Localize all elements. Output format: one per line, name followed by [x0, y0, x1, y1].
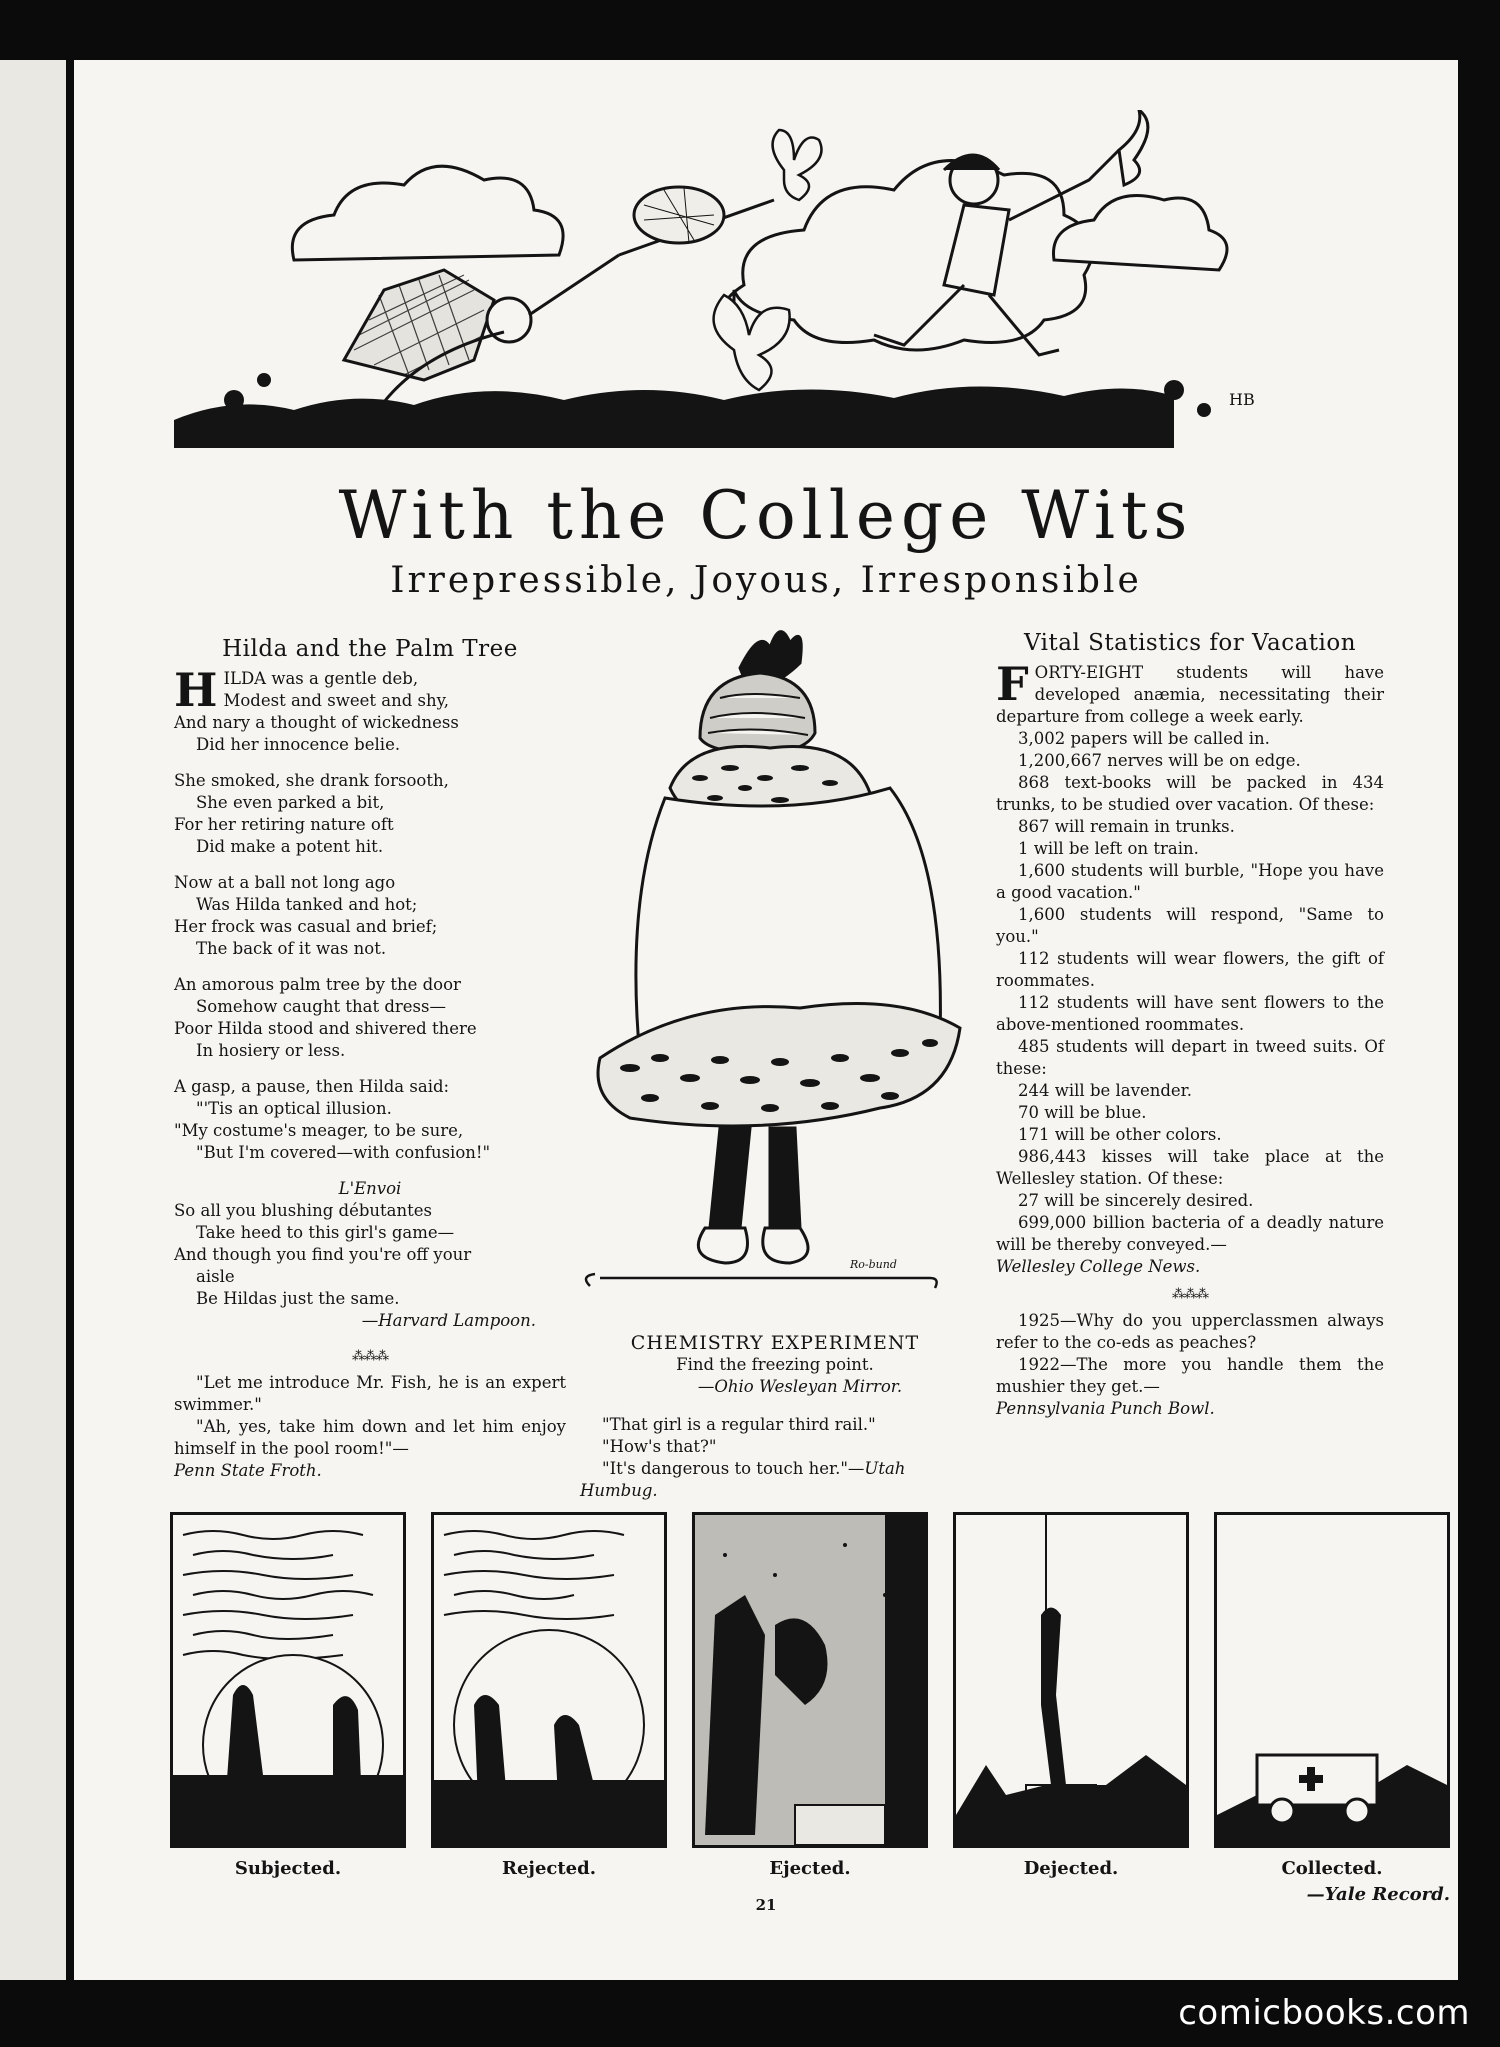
joke-credit: Pennsylvania Punch Bowl.: [996, 1399, 1215, 1418]
artist-signature: Ro-bund: [850, 1258, 897, 1271]
poem-stanza-5: [174, 1076, 566, 1164]
statistic-line: 244 will be lavender.: [1018, 1081, 1192, 1100]
statistic-line: 1,600 students will burble, "Hope you have a good vacation.": [996, 861, 1384, 902]
statistic-line: 699,000 billion bacteria of a deadly nature will be thereby conveyed.—: [996, 1213, 1384, 1254]
poem-heading: Hilda and the Palm Tree: [222, 636, 518, 662]
joke-paragraph: "Ah, yes, take him down and let him enjoy himself in the pool room!"—: [174, 1417, 566, 1458]
poem-line: Modest and sweet and shy,: [223, 691, 449, 710]
joke-paragraph: "Let me introduce Mr. Fish, he is an expert swimmer.": [174, 1373, 566, 1414]
poem-line: Did her innocence belie.: [196, 735, 401, 754]
banner-illustration: [174, 110, 1274, 470]
statistic-line: 112 students will wear flowers, the gift of roommates.: [996, 949, 1384, 990]
statistics-text: ORTY-EIGHT students will have developed anæmia, necessitating their departure from college a week early.: [996, 663, 1384, 726]
statistics-first-paragraph: [996, 657, 1384, 728]
panel-art: [434, 1515, 664, 1845]
joke-paragraph: "How's that?": [602, 1437, 717, 1456]
poem-stanza-2: [174, 770, 566, 858]
panel-art: [695, 1515, 925, 1845]
joke-paragraph: 1922—The more you handle them the mushier they get.—: [996, 1355, 1384, 1396]
panel-caption: Dejected.: [1023, 1858, 1119, 1879]
statistic-line: 986,443 kisses will take place at the Wellesley station. Of these:: [996, 1147, 1384, 1188]
poem-line: "My costume's meager, to be sure,: [174, 1121, 464, 1140]
illustration-caption-credit: —Ohio Wesleyan Mirror.: [697, 1377, 903, 1396]
joke-paragraph: 1925—Why do you upperclassmen always refer to the co-eds as peaches?: [996, 1311, 1384, 1352]
page-subtitle: Irrepressible, Joyous, Irresponsible: [390, 560, 1142, 601]
panel-art: [956, 1515, 1186, 1845]
poem-line: Poor Hilda stood and shivered there: [174, 1019, 477, 1038]
panel-caption: Rejected.: [502, 1858, 596, 1879]
statistics-credit: Wellesley College News.: [996, 1257, 1201, 1276]
middle-column: [580, 628, 970, 1502]
svg-text:HB: HB: [1229, 390, 1255, 409]
right-column: [996, 632, 1384, 1420]
poem-line: Did make a potent hit.: [196, 837, 384, 856]
poem-line: An amorous palm tree by the door: [174, 975, 461, 994]
comic-panel-collected: [1214, 1512, 1450, 1848]
poem-line: So all you blushing débutantes: [174, 1201, 432, 1220]
comic-panel-ejected: [692, 1512, 928, 1848]
statistic-line: 1,200,667 nerves will be on edge.: [1018, 751, 1301, 770]
panel-caption: Collected.: [1281, 1858, 1383, 1879]
poem-stanza-4: [174, 974, 566, 1062]
poem-line: Somehow caught that dress—: [196, 997, 446, 1016]
comic-panel-rejected: [431, 1512, 667, 1848]
poem-credit: —Harvard Lampoon.: [361, 1311, 536, 1330]
statistic-line: 171 will be other colors.: [1018, 1125, 1222, 1144]
joke-paragraph: "That girl is a regular third rail.": [602, 1415, 876, 1434]
statistic-line: 485 students will depart in tweed suits. Of these:: [996, 1037, 1384, 1078]
envoi-heading: L'Envoi: [338, 1179, 402, 1198]
poem-line: "'Tis an optical illusion.: [196, 1099, 392, 1118]
page-number: 21: [755, 1896, 777, 1914]
comic-panel-subjected: [170, 1512, 406, 1848]
poem-line: She even parked a bit,: [196, 793, 385, 812]
separator-ornament: ⁂⁂⁂: [352, 1349, 388, 1364]
poem-line: For her retiring nature oft: [174, 815, 394, 834]
poem-line: The back of it was not.: [196, 939, 387, 958]
poem-line: Her frock was casual and brief;: [174, 917, 438, 936]
watermark: comicbooks.com: [1178, 1993, 1470, 2033]
poem-line: In hosiery or less.: [196, 1041, 346, 1060]
statistic-line: 112 students will have sent flowers to the above-mentioned roommates.: [996, 993, 1384, 1034]
illustration-caption-title: CHEMISTRY EXPERIMENT: [630, 1332, 920, 1354]
poem-line: And though you find you're off your: [174, 1245, 472, 1264]
statistic-line: 868 text-books will be packed in 434 trunks, to be studied over vacation. Of these:: [996, 773, 1384, 814]
left-column: [174, 638, 566, 1482]
adjacent-page-edge: [0, 60, 66, 1980]
page-title: With the College Wits: [338, 477, 1194, 554]
poem-line: Was Hilda tanked and hot;: [196, 895, 418, 914]
statistic-line: 27 will be sincerely desired.: [1018, 1191, 1254, 1210]
poem-line: And nary a thought of wickedness: [174, 713, 459, 732]
statistic-line: 70 will be blue.: [1018, 1103, 1147, 1122]
statistics-heading: Vital Statistics for Vacation: [1023, 630, 1357, 656]
strip-credit: —Yale Record.: [1306, 1884, 1450, 1905]
poem-stanza-1: [174, 663, 566, 756]
magazine-page: [74, 60, 1458, 1980]
joke-credit: Utah: [864, 1459, 906, 1478]
separator-ornament: ⁂⁂⁂: [1172, 1287, 1208, 1302]
poem-line: Now at a ball not long ago: [174, 873, 396, 892]
panel-art: [173, 1515, 403, 1845]
poem-line: A gasp, a pause, then Hilda said:: [174, 1077, 450, 1096]
envoi-stanza: [174, 1200, 566, 1332]
poem-stanza-3: [174, 872, 566, 960]
statistic-line: 1,600 students will respond, "Same to you.": [996, 905, 1384, 946]
poem-line: She smoked, she drank forsooth,: [174, 771, 449, 790]
dropcap: F: [996, 657, 1029, 711]
poem-line: ILDA was a gentle deb,: [223, 669, 419, 688]
joke-credit: Humbug.: [580, 1481, 658, 1500]
chemistry-experiment-illustration: [580, 628, 970, 1318]
poem-line: aisle: [196, 1267, 235, 1286]
dropcap: H: [174, 663, 218, 717]
panel-caption: Ejected.: [769, 1858, 851, 1879]
joke-paragraph: [580, 1458, 970, 1480]
panel-caption: Subjected.: [234, 1858, 342, 1879]
poem-line: Be Hildas just the same.: [196, 1289, 400, 1308]
statistic-line: 3,002 papers will be called in.: [1018, 729, 1270, 748]
illustration-caption-line: Find the freezing point.: [676, 1355, 874, 1374]
poem-line: Take heed to this girl's game—: [196, 1223, 455, 1242]
joke-text: "It's dangerous to touch her."—: [602, 1459, 865, 1478]
statistic-line: 1 will be left on train.: [1018, 839, 1199, 858]
poem-line: "But I'm covered—with confusion!": [196, 1143, 491, 1162]
comic-panel-dejected: [953, 1512, 1189, 1848]
statistic-line: 867 will remain in trunks.: [1018, 817, 1235, 836]
panel-art: [1217, 1515, 1447, 1845]
joke-credit: Penn State Froth.: [174, 1461, 322, 1480]
